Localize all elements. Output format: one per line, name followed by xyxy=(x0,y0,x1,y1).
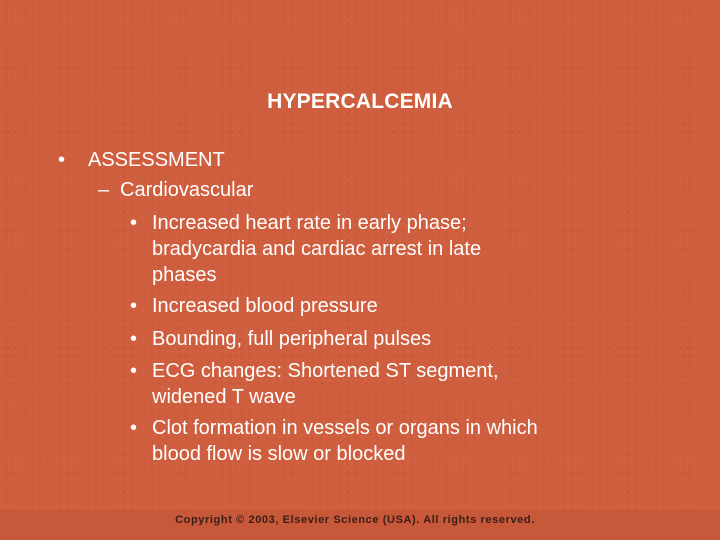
pulses-line: Bounding, full peripheral pulses xyxy=(152,328,432,350)
cardiovascular-subheading: Cardiovascular xyxy=(120,179,254,201)
ecg-line-1: ECG changes: Shortened ST segment, xyxy=(152,360,499,382)
clot-line-2: blood flow is slow or blocked xyxy=(152,443,406,465)
ecg-line-2: widened T wave xyxy=(152,386,296,408)
level3-bullet: • xyxy=(130,212,138,234)
level1-bullet: • xyxy=(58,149,66,171)
heart-rate-line-2: bradycardia and cardiac arrest in late xyxy=(152,238,482,260)
heart-rate-line-1: Increased heart rate in early phase; xyxy=(152,212,467,234)
assessment-heading: ASSESSMENT xyxy=(88,149,225,171)
level3-bullet: • xyxy=(130,360,138,382)
blood-pressure-line: Increased blood pressure xyxy=(152,295,378,317)
slide-title: HYPERCALCEMIA xyxy=(267,90,453,113)
level3-bullet: • xyxy=(130,417,138,439)
level3-bullet: • xyxy=(130,295,138,317)
clot-line-1: Clot formation in vessels or organs in which xyxy=(152,417,538,439)
heart-rate-line-3: phases xyxy=(152,264,217,286)
level2-dash: – xyxy=(98,179,110,201)
level3-bullet: • xyxy=(130,328,138,350)
copyright-notice: Copyright © 2003, Elsevier Science (USA). All rights reserved. xyxy=(175,514,535,526)
